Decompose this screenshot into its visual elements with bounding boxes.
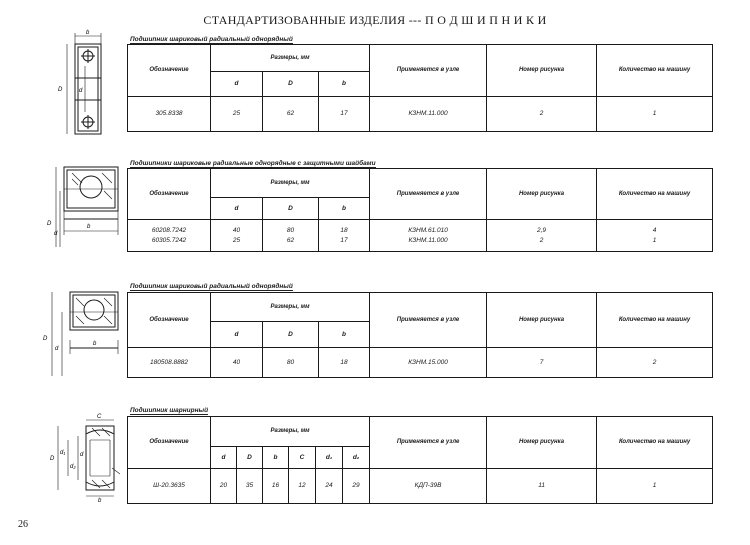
value-cell: 16	[263, 469, 289, 504]
applied-cell: КЗНМ.11.000	[370, 97, 487, 132]
header-figure: Номер рисунка	[487, 417, 597, 469]
value-cell: 80	[263, 348, 319, 378]
header-applied: Применяется в узле	[370, 293, 487, 348]
dim-header: d	[211, 322, 263, 348]
figure-cell: 11	[487, 469, 597, 504]
value-cell: 62	[263, 97, 319, 132]
bearing-spec-table	[127, 44, 712, 132]
dim-label: d₁	[60, 450, 66, 456]
dim-label: d	[55, 346, 59, 352]
dim-label: d	[79, 88, 83, 94]
section-title: Подшипники шариковые радиальные однорядные с защитными шайбами	[130, 160, 376, 167]
designation-cell: 180508.8882	[128, 348, 211, 378]
page-title: СТАНДАРТИЗОВАННЫЕ ИЗДЕЛИЯ --- П О Д Ш И П Н И К И	[203, 13, 547, 27]
header-designation: Обозначение	[128, 293, 211, 348]
header-dimensions: Размеры, мм	[211, 169, 370, 198]
dim-label: D	[50, 456, 55, 462]
dim-header: d	[211, 198, 263, 220]
header-dimensions: Размеры, мм	[211, 293, 370, 322]
dim-header: d₁	[316, 447, 343, 469]
dim-header: d	[211, 72, 263, 97]
applied-cell: КДП-39В	[370, 469, 487, 504]
dim-label: d	[80, 452, 84, 458]
bearing-spec-table	[127, 292, 712, 378]
value-cell: 35	[237, 469, 263, 504]
header-quantity: Количество на машину	[597, 417, 713, 469]
header-figure: Номер рисунка	[487, 169, 597, 220]
dim-header: C	[289, 447, 316, 469]
bearing-spec-table	[127, 416, 712, 504]
figure-cell: 2	[487, 97, 597, 132]
value-cell: 18 17	[319, 220, 370, 252]
designation-cell: 60208.7242 60305.7242	[128, 220, 211, 252]
value-cell: 12	[289, 469, 316, 504]
quantity-cell: 1	[597, 469, 713, 504]
applied-cell: КЗНМ.61.010 КЗНМ.11.000	[370, 220, 487, 252]
section-title: Подшипник шариковый радиальный однорядный	[130, 36, 293, 43]
section-title: Подшипник шариковый радиальный однорядный	[130, 283, 293, 290]
dim-header: D	[263, 322, 319, 348]
dim-header: D	[263, 72, 319, 97]
header-designation: Обозначение	[128, 417, 211, 469]
value-cell: 25	[211, 97, 263, 132]
header-applied: Применяется в узле	[370, 169, 487, 220]
dim-header: D	[263, 198, 319, 220]
header-applied: Применяется в узле	[370, 45, 487, 97]
bearing-spec-table	[127, 168, 712, 252]
value-cell: 80 62	[263, 220, 319, 252]
bearing-drawing-4	[46, 412, 126, 502]
dim-label: D	[43, 336, 48, 342]
section-title: Подшипник шарнирный	[130, 407, 209, 414]
dim-label: b	[87, 224, 91, 230]
header-quantity: Количество на машину	[597, 293, 713, 348]
dim-label: D	[47, 221, 52, 227]
header-dimensions: Размеры, мм	[211, 417, 370, 447]
dim-label: d₂	[70, 464, 76, 470]
dim-label: D	[58, 87, 63, 93]
bearing-drawing-2	[42, 163, 124, 253]
value-cell: 20	[211, 469, 237, 504]
quantity-cell: 4 1	[597, 220, 713, 252]
header-figure: Номер рисунка	[487, 45, 597, 97]
header-applied: Применяется в узле	[370, 417, 487, 469]
figure-cell: 2,9 2	[487, 220, 597, 252]
page-number: 26	[18, 519, 28, 530]
designation-cell: Ш-20.3635	[128, 469, 211, 504]
header-designation: Обозначение	[128, 169, 211, 220]
value-cell: 40	[211, 348, 263, 378]
dim-label: b	[86, 30, 90, 36]
dim-header: d₂	[343, 447, 370, 469]
dim-label: d	[54, 231, 58, 237]
header-figure: Номер рисунка	[487, 293, 597, 348]
quantity-cell: 2	[597, 348, 713, 378]
header-quantity: Количество на машину	[597, 169, 713, 220]
value-cell: 24	[316, 469, 343, 504]
designation-cell: 305.8338	[128, 97, 211, 132]
dim-label: b	[98, 498, 102, 504]
value-cell: 40 25	[211, 220, 263, 252]
dim-header: b	[319, 198, 370, 220]
bearing-drawing-3	[38, 288, 126, 380]
dim-label: b	[93, 341, 97, 347]
dim-header: b	[319, 322, 370, 348]
quantity-cell: 1	[597, 97, 713, 132]
dim-header: b	[319, 72, 370, 97]
dim-header: D	[237, 447, 263, 469]
header-dimensions: Размеры, мм	[211, 45, 370, 72]
header-quantity: Количество на машину	[597, 45, 713, 97]
dim-header: b	[263, 447, 289, 469]
dim-label: C	[97, 414, 102, 420]
header-designation: Обозначение	[128, 45, 211, 97]
value-cell: 17	[319, 97, 370, 132]
figure-cell: 7	[487, 348, 597, 378]
dim-header: d	[211, 447, 237, 469]
value-cell: 29	[343, 469, 370, 504]
bearing-drawing-1	[55, 28, 117, 138]
value-cell: 18	[319, 348, 370, 378]
applied-cell: КЗНМ.15.000	[370, 348, 487, 378]
